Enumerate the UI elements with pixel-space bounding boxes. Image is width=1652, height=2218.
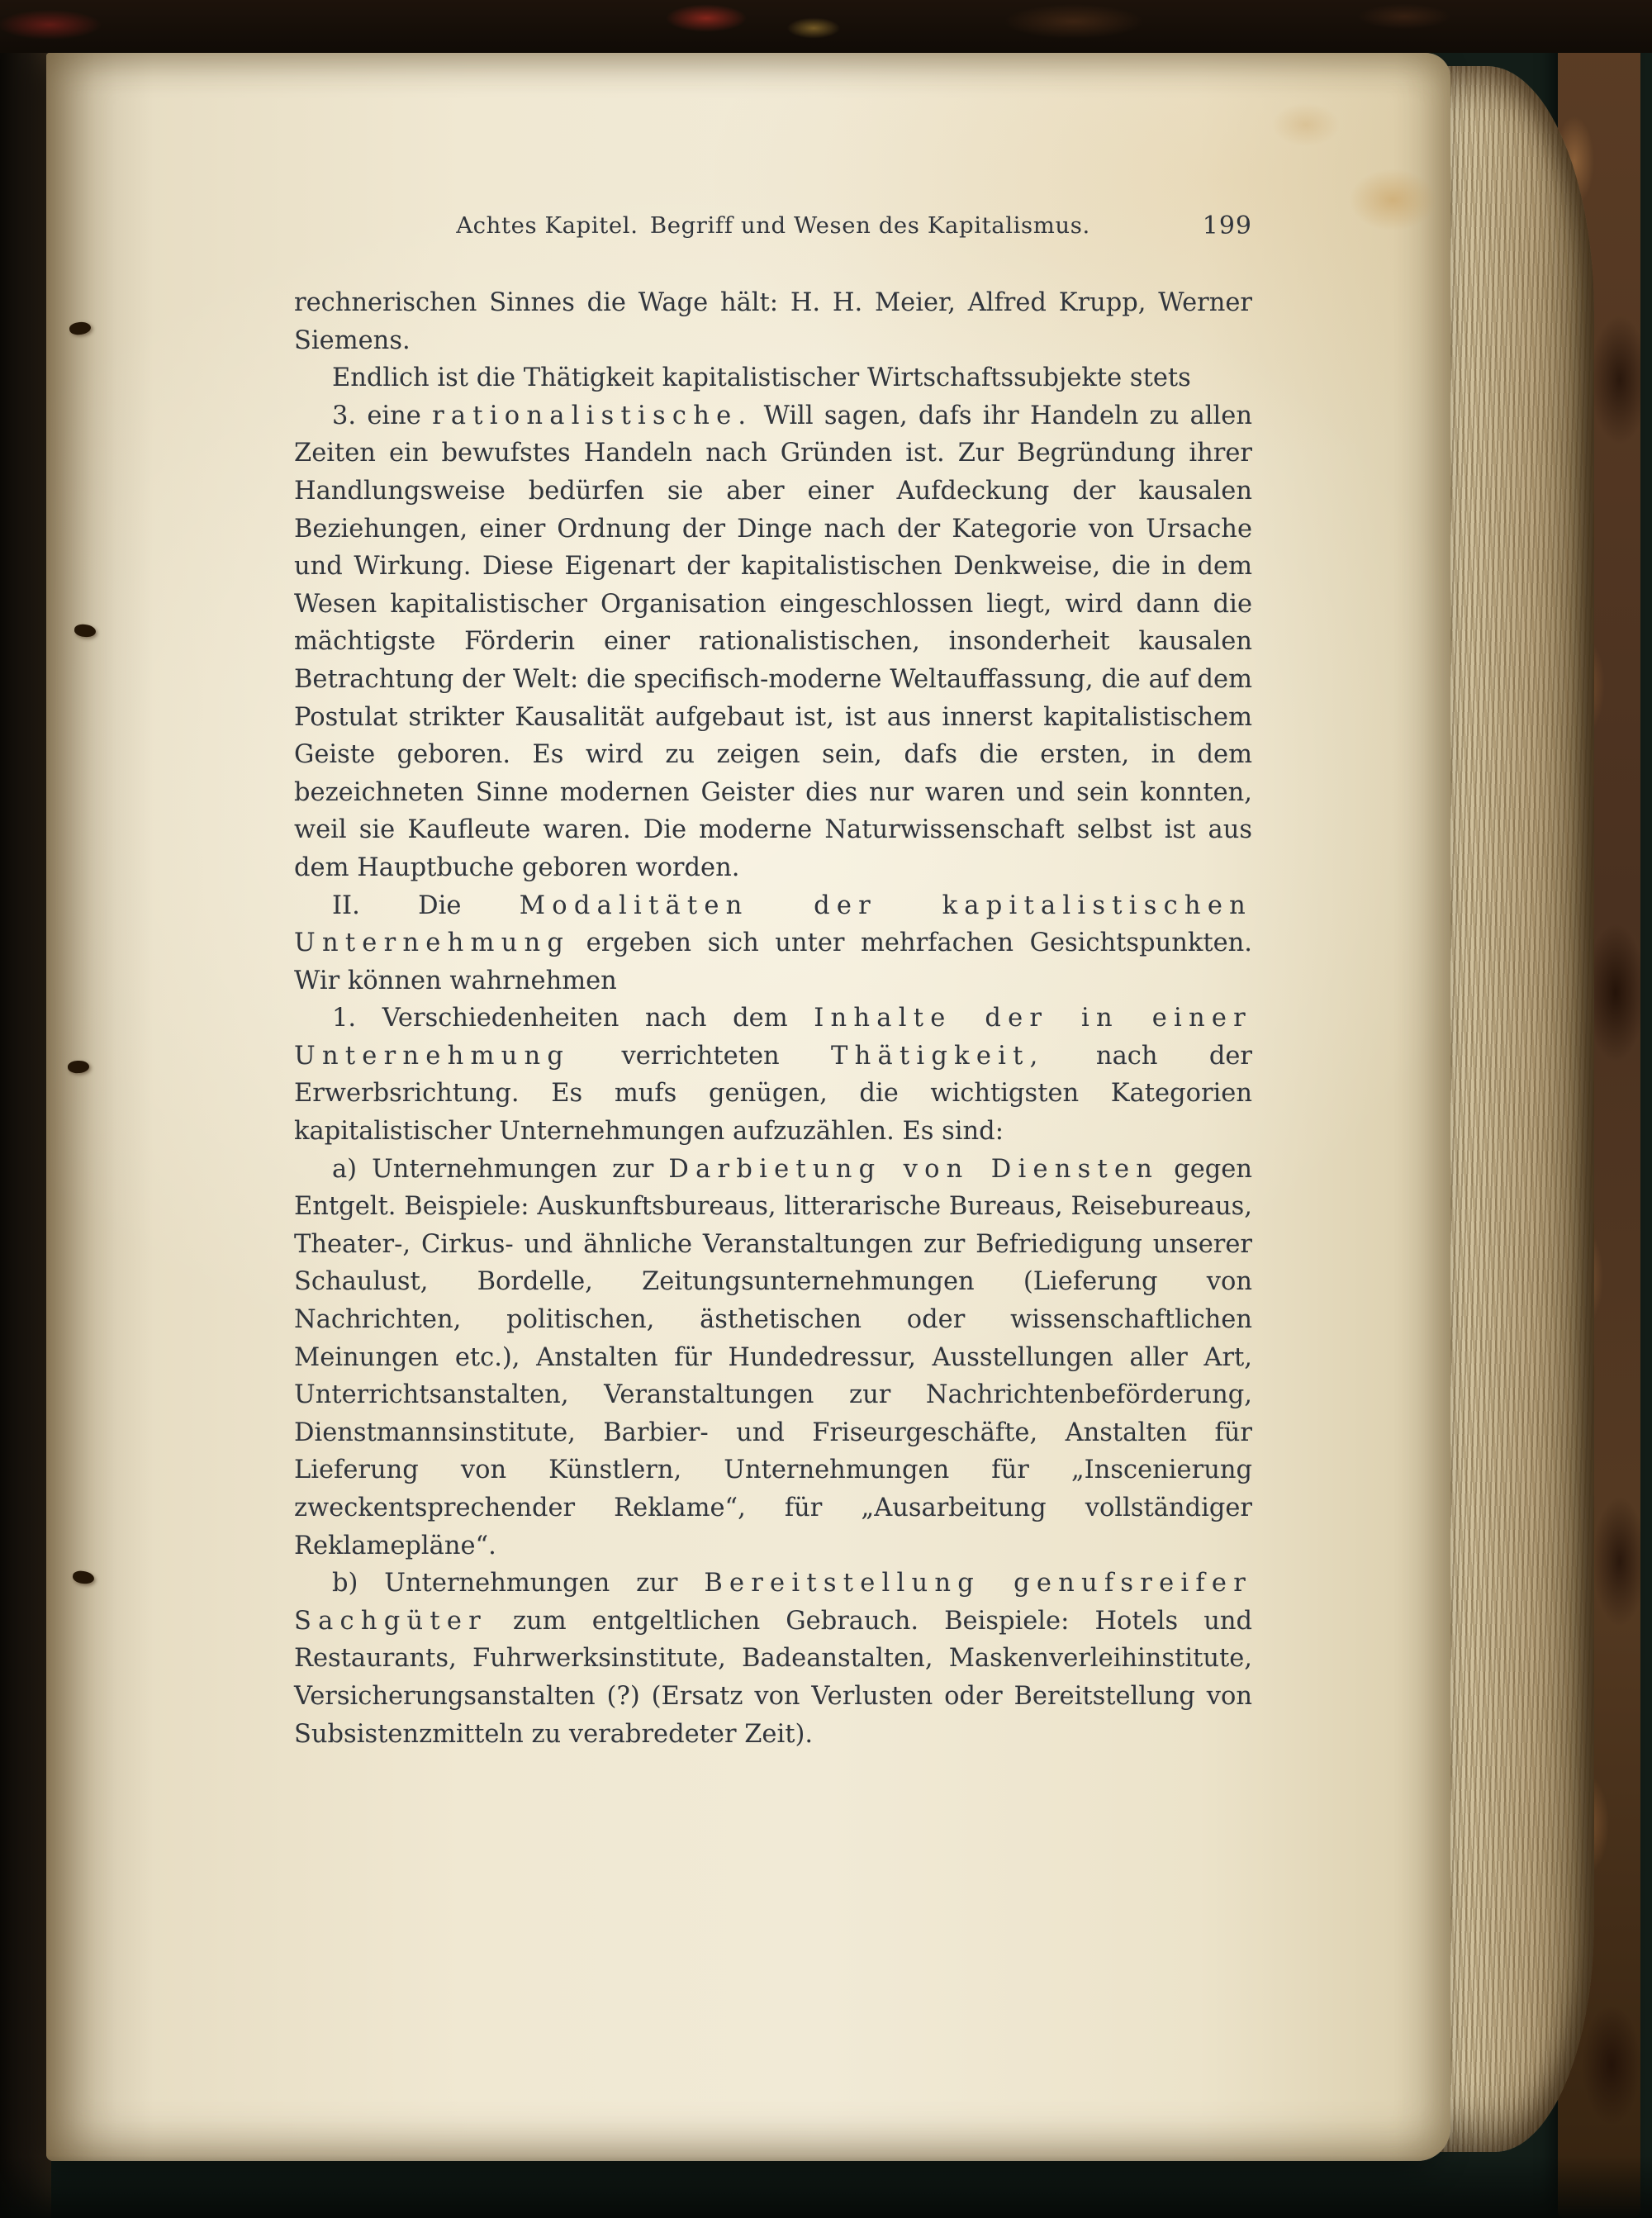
paragraph <box>294 1565 1252 1753</box>
foxing-stain <box>1260 96 1351 154</box>
paragraph <box>294 359 1252 397</box>
page-text <box>294 284 1252 1753</box>
paragraph <box>294 887 1252 1000</box>
foxing-stain <box>1335 159 1450 241</box>
text-segment: verrichteten <box>570 1041 832 1071</box>
page-number: 199 <box>1202 211 1252 240</box>
emphasized-text: rationalistische. <box>432 401 753 430</box>
text-segment: Will sagen, dafs ihr Handeln zu allen Zeiten ein bewufstes Handeln nach Gründen ist. Zur Begründung ihrer Handlungsweise bedürfen sie aber einer Aufdeckung der kausalen Beziehungen, einer Ordnung der Dinge nach der Kategorie von Ursache und Wirkung. Diese Eigenart der kapitalistischen Denkweise, die in dem Wesen kapitalistischer Organisation eingeschlossen liegt, wird dann die mächtigste Förderin einer rationalistischen, insonderheit kausalen Betrachtung der Welt: die specifisch-moderne Weltauffassung, die auf dem Postulat strikter Kausalität aufgebaut ist, ist aus innerst kapitalistischem Geiste geboren. Es wird zu zeigen sein, dafs die ersten, in dem bezeichneten Sinne modernen Geister dies nur waren und sein konnten, weil sie Kaufleute waren. Die moderne Naturwissenschaft selbst ist aus dem Hauptbuche geboren worden. <box>294 401 1252 882</box>
photo-bottom-shadow <box>0 2155 1652 2218</box>
text-segment: II. Die <box>332 891 520 920</box>
text-segment: 1. Verschiedenheiten nach dem <box>332 1004 814 1033</box>
emphasized-text: Inhalte der in einer Unternehmung <box>294 1004 1252 1071</box>
page-header <box>294 211 1252 240</box>
book-spine-top-edge <box>0 0 1652 53</box>
chapter-running-title: Achtes Kapitel. Begriff und Wesen des Kapitalismus. <box>456 212 1090 239</box>
text-segment: rechnerischen Sinnes die Wage hält: H. H. Meier, Alfred Krupp, Werner Siemens. <box>294 288 1252 355</box>
text-segment: ergeben sich unter mehrfachen Gesichtspunkten. Wir können wahrnehmen <box>294 929 1252 995</box>
text-segment: zum entgeltlichen Gebrauch. Beispiele: Hotels und Restaurants, Fuhrwerksinstitute, Badeanstalten, Maskenverleihinstitute, Versicherungsanstalten (?) (Ersatz von Verlusten oder Bereitstellung von Subsistenzmitteln zu verabredeter Zeit). <box>294 1606 1252 1749</box>
text-segment: nach der Erwerbsrichtung. Es mufs genügen, die wichtigsten Kategorien kapitalistischer Unternehmungen aufzuzählen. Es sind: <box>294 1041 1252 1147</box>
emphasized-text: Modalitäten der kapitalistischen Unternehmung <box>294 891 1252 958</box>
book-page <box>46 53 1450 2161</box>
text-segment: Endlich ist die Thätigkeit kapitalistischer Wirtschaftssubjekte stets <box>332 363 1191 393</box>
paragraph <box>294 284 1252 359</box>
paragraph <box>294 1000 1252 1150</box>
text-segment: b) Unternehmungen zur <box>332 1569 705 1598</box>
paragraph <box>294 1151 1252 1565</box>
paragraph <box>294 397 1252 887</box>
page-text-area <box>294 211 1252 1753</box>
emphasized-text: Bereitstellung genufsreifer Sachgüter <box>294 1569 1253 1636</box>
emphasized-text: Darbietung von Diensten <box>668 1154 1160 1184</box>
text-segment: gegen Entgelt. Beispiele: Auskunftsbureaus, litterarische Bureaus, Reisebureaus, Theater-, Cirkus- und ähnliche Veranstaltungen zur Befriedigung unserer Schaulust, Bordelle, Zeitungsunternehmungen (Lieferung von Nachrichten, politischen, ästhetischen oder wissenschaftlichen Meinungen etc.), Anstalten für Hundedressur, Ausstellungen aller Art, Unterrichtsanstalten, Veranstaltungen zur Nachrichtenbeförderung, Dienstmannsinstitute, Barbier- und Friseurgeschäfte, Anstalten für Lieferung von Künstlern, Unternehmungen für „Inscenierung zweckentsprechender Reklame“, für „Ausarbeitung vollständiger Reklamepläne“. <box>294 1154 1252 1560</box>
emphasized-text: Thätigkeit, <box>831 1041 1045 1071</box>
text-segment: 3. eine <box>332 401 433 430</box>
book-gutter-left <box>0 0 51 2218</box>
text-segment: a) Unternehmungen zur <box>332 1154 669 1184</box>
